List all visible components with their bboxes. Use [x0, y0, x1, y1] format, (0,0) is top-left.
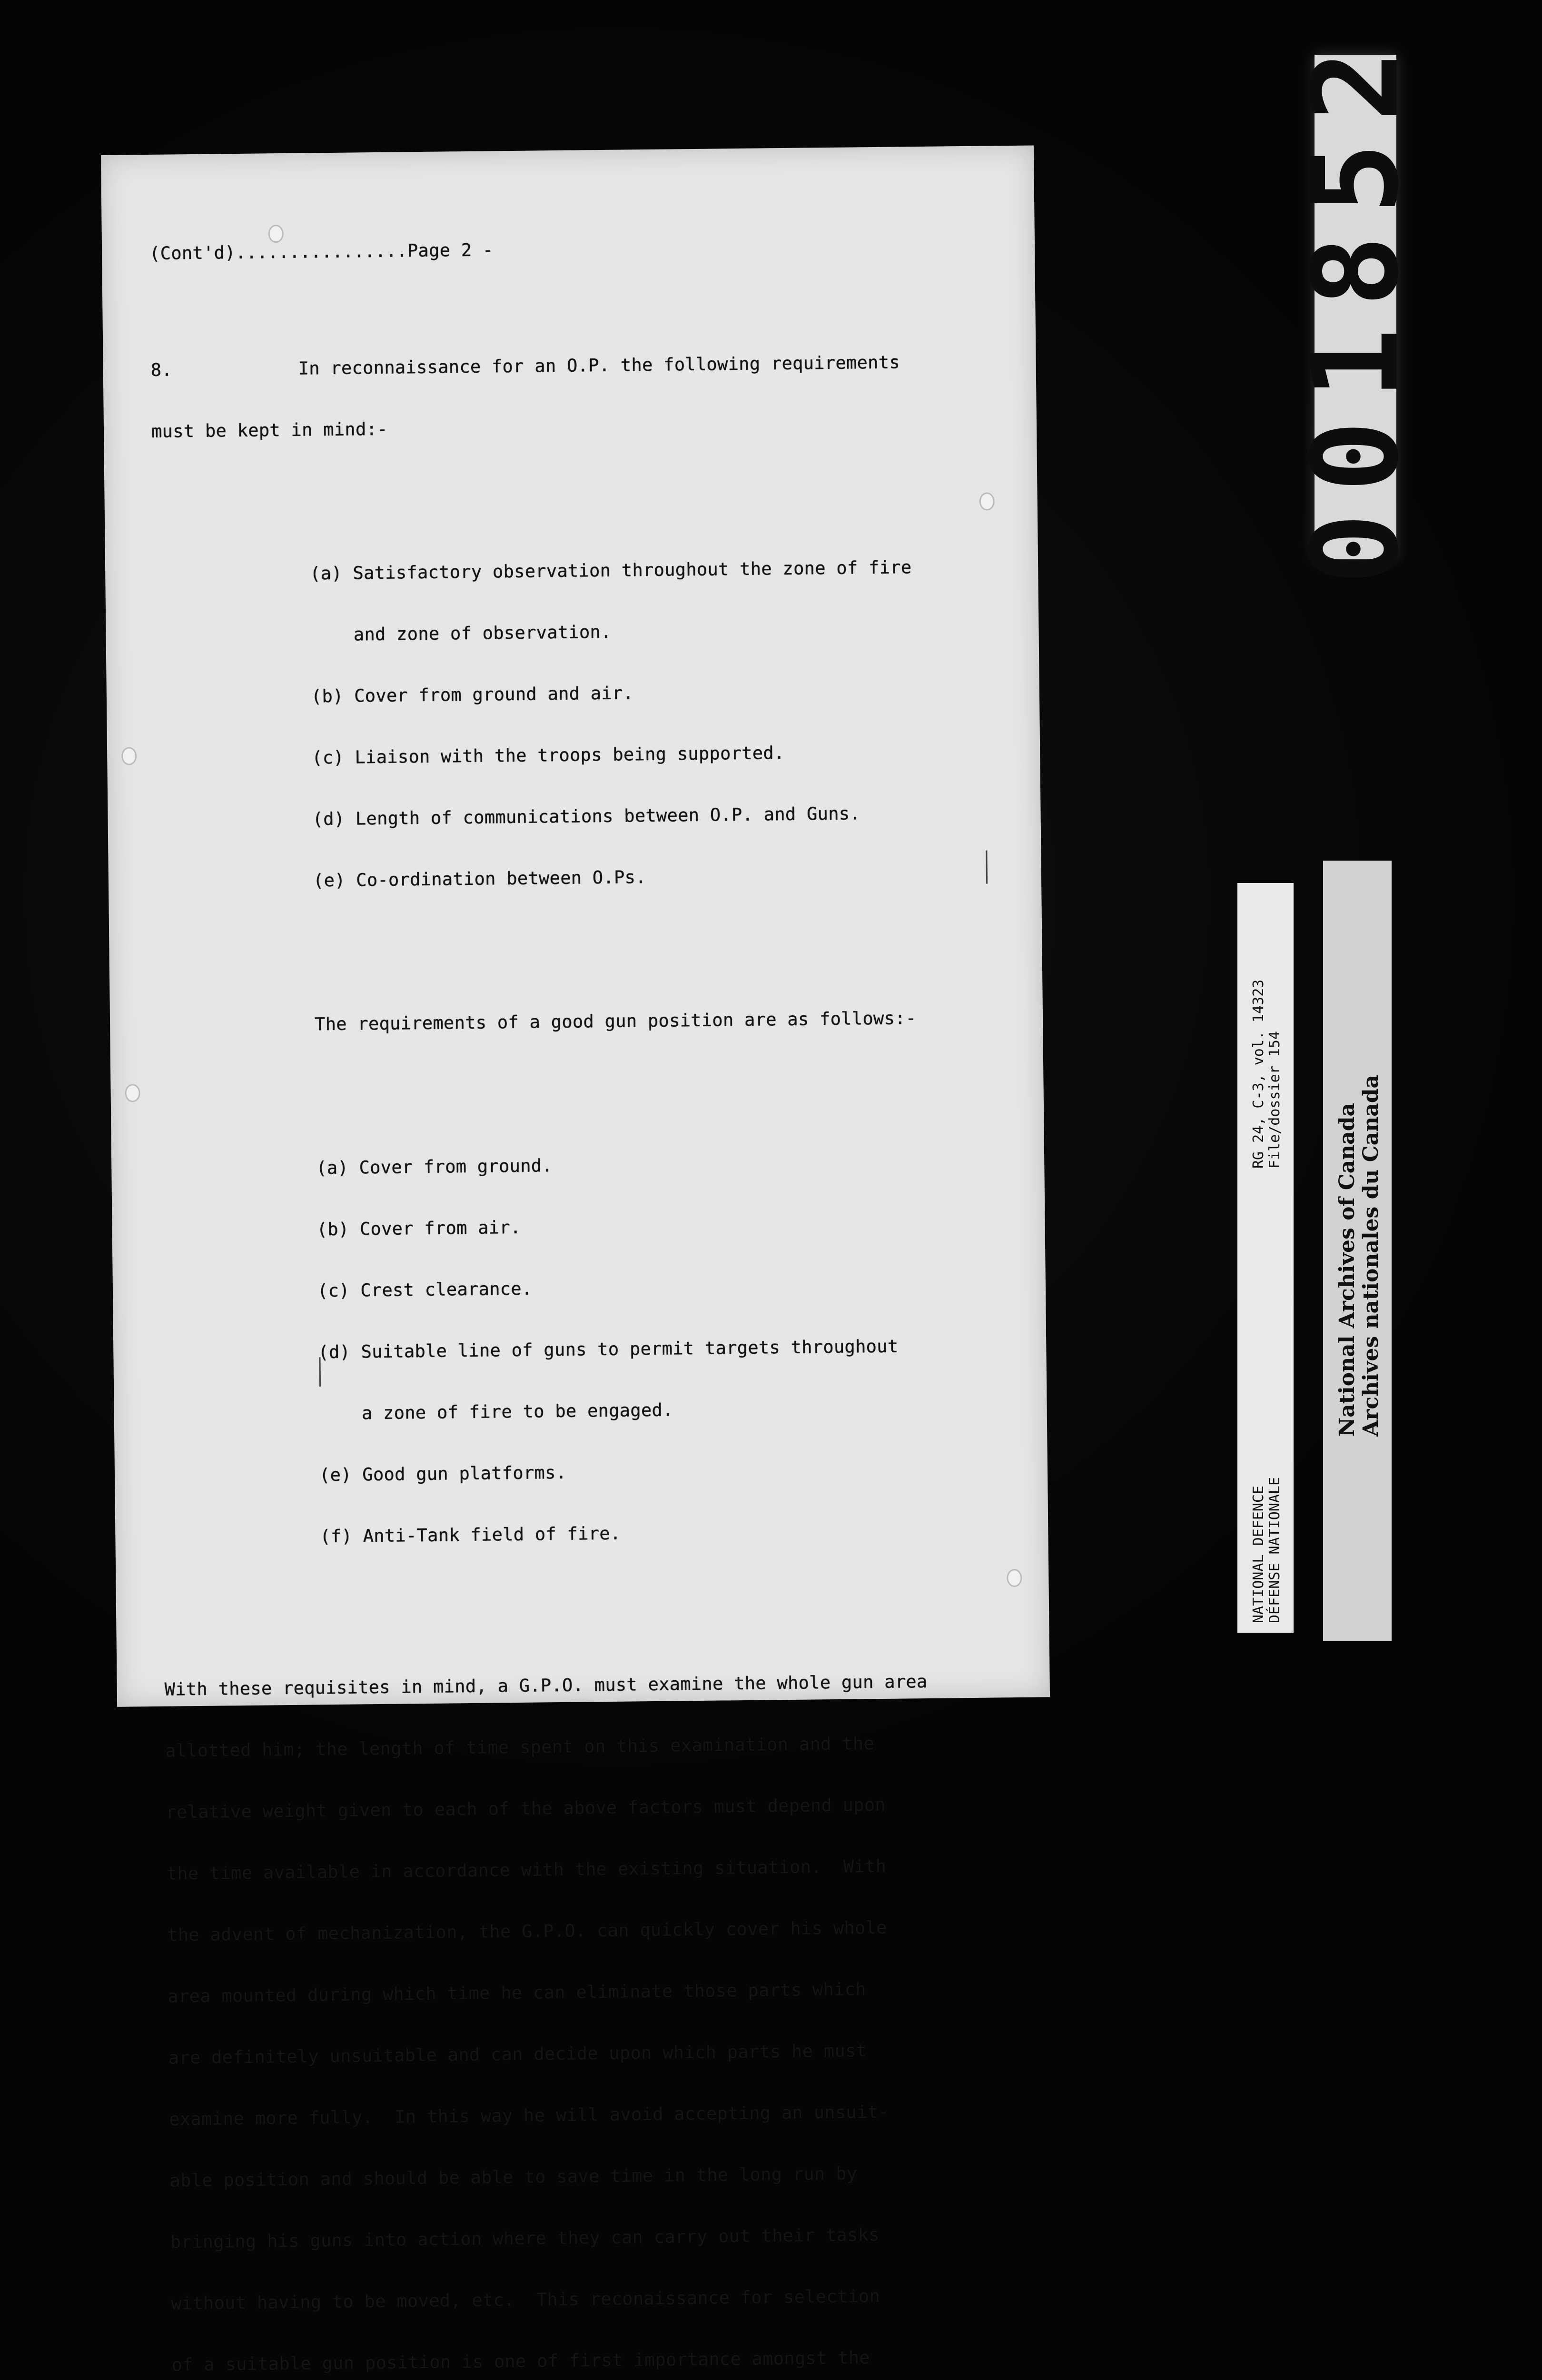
body-line: the advent of mechanization, the G.P.O. can quickly cover his whole [167, 1917, 887, 1945]
op-requirement-item: (d) Length of communications between O.P. and Guns. [312, 803, 861, 830]
reference-file: File/dossier 154 [1266, 1031, 1283, 1169]
document-page [101, 145, 1050, 2375]
body-line: able position and should be able to save time in the long run by [169, 2163, 858, 2191]
body-line: bringing his guns into action where they can carry out their tasks [170, 2224, 880, 2252]
body-line: the time available in accordance with the existing situation. With [166, 1855, 887, 1884]
frame-number: 001852 [1286, 29, 1425, 585]
gun-requirement-item: (a) Cover from ground. [316, 1155, 553, 1179]
punch-hole [125, 1084, 140, 1102]
body-line: area mounted during which time he can eliminate those parts which [168, 1979, 867, 2007]
op-requirement-item: and zone of observation. [310, 621, 612, 645]
punch-hole [121, 747, 137, 765]
document-text [149, 193, 1081, 2380]
op-requirement-item: (b) Cover from ground and air. [311, 683, 634, 707]
body-line: allotted him; the length of time spent on this examination and the [165, 1733, 875, 1761]
frame-number-strip [1286, 29, 1425, 585]
defence-label-fr: DÉFENSE NATIONALE [1266, 1477, 1283, 1623]
archives-label-fr: Archives nationales du Canada [1359, 1074, 1383, 1437]
op-requirement-item: (a) Satisfactory observation throughout the zone of fire [310, 557, 912, 584]
archives-label-text [1335, 1075, 1383, 1437]
defence-label-text [1251, 1477, 1283, 1623]
national-archives-label [1323, 861, 1392, 1641]
record-group-reference [1251, 980, 1283, 1169]
gun-requirement-item: (e) Good gun platforms. [319, 1462, 567, 1486]
national-defence-label [1237, 883, 1294, 1633]
reference-volume: RG 24, C-3, vol. 14323 [1250, 979, 1267, 1169]
para-text: In reconnaissance for an O.P. the following requirements [298, 352, 900, 379]
gun-requirement-item: (f) Anti-Tank field of fire. [320, 1523, 621, 1547]
body-line: With these requisites in mind, a G.P.O. must examine the whole gun area [164, 1671, 928, 1700]
defence-label-en: NATIONAL DEFENCE [1250, 1486, 1267, 1623]
gun-requirement-item: a zone of fire to be engaged. [318, 1399, 673, 1424]
body-line: are definitely unsuitable and can decide upon which parts he must [168, 2040, 867, 2068]
page-header: (Cont'd)................Page 2 - [149, 239, 494, 264]
body-line: of a suitable gun position is one of first importance amongst the [171, 2347, 870, 2375]
body-line: examine more fully. In this way he will avoid accepting an unsuit- [168, 2101, 889, 2130]
gun-requirement-item: (b) Cover from air. [316, 1217, 521, 1240]
gun-requirement-item: (d) Suitable line of guns to permit targets throughout [318, 1336, 899, 1363]
gun-position-intro: The requirements of a good gun position are as follows:- [314, 1008, 917, 1035]
op-requirement-item: (e) Co-ordination between O.Ps. [313, 867, 647, 891]
gun-requirement-item: (c) Crest clearance. [317, 1278, 533, 1301]
para-number: 8. [150, 359, 173, 380]
op-requirement-item: (c) Liaison with the troops being supported. [312, 743, 785, 768]
archives-label-en: National Archives of Canada [1335, 1102, 1359, 1437]
para-line: must be kept in mind:- [151, 418, 388, 442]
body-line: relative weight given to each of the above factors must depend upon [166, 1794, 886, 1823]
body-line: without having to be moved, etc. This reconaissance for selection [171, 2286, 880, 2314]
para-8-first-line [151, 350, 1036, 380]
